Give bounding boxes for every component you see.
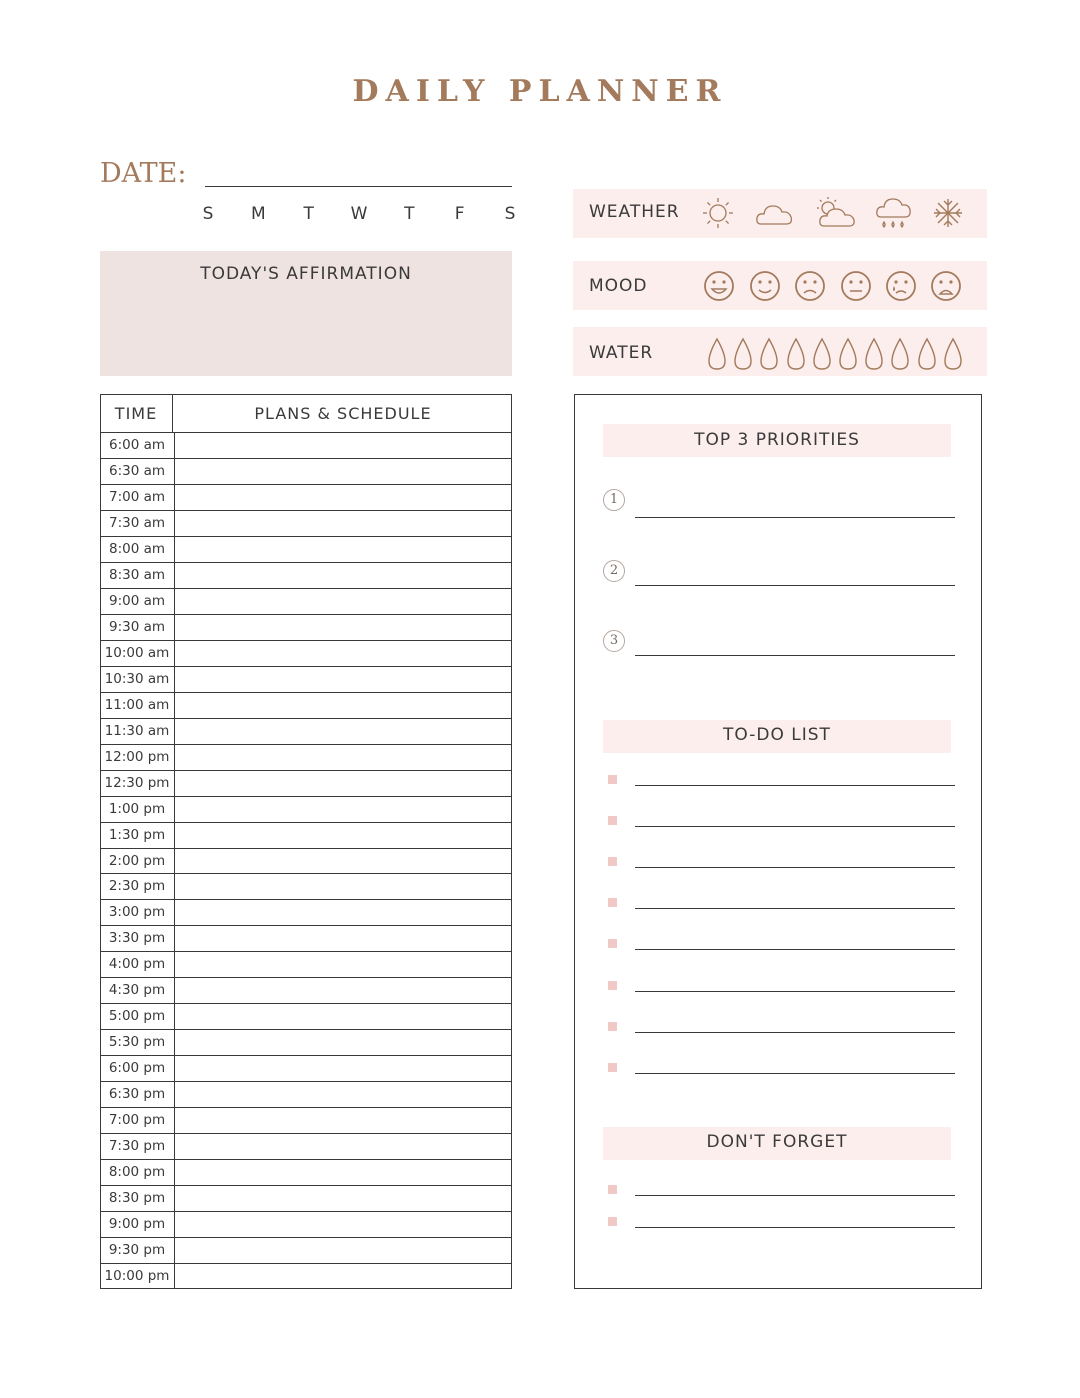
weekday-wednesday[interactable]: W <box>350 204 368 224</box>
schedule-plan-cell[interactable] <box>176 642 510 665</box>
schedule-plan-cell[interactable] <box>176 1109 510 1132</box>
schedule-time-label: 9:30 pm <box>108 1242 166 1259</box>
schedule-plan-cell[interactable] <box>176 875 510 898</box>
todo-item-checkbox[interactable] <box>608 981 617 990</box>
dont-forget-item-checkbox[interactable] <box>608 1185 617 1194</box>
schedule-row-line <box>100 873 512 874</box>
schedule-row-line <box>100 822 512 823</box>
schedule-time-label: 4:00 pm <box>108 956 166 973</box>
schedule-plan-cell[interactable] <box>176 486 510 509</box>
schedule-time-label: 10:30 am <box>104 670 170 687</box>
weather-label: WEATHER <box>589 202 680 222</box>
todo-item-line[interactable] <box>635 785 955 786</box>
schedule-time-label: 6:00 pm <box>108 1060 166 1077</box>
todo-item-line[interactable] <box>635 867 955 868</box>
schedule-time-label: 7:30 am <box>108 514 166 531</box>
schedule-plan-cell[interactable] <box>176 694 510 717</box>
weekday-monday[interactable]: M <box>250 204 266 224</box>
schedule-row-line <box>100 744 512 745</box>
partly-cloudy-icon[interactable] <box>814 196 858 230</box>
schedule-time-label: 6:30 pm <box>108 1086 166 1103</box>
schedule-row-line <box>100 1211 512 1212</box>
schedule-row-line <box>100 951 512 952</box>
smiling-face-icon[interactable] <box>749 270 781 302</box>
water-drop-icon[interactable] <box>811 337 833 371</box>
priorities-title: TOP 3 PRIORITIES <box>694 430 860 450</box>
schedule-plan-cell[interactable] <box>176 720 510 743</box>
schedule-row-line <box>100 1159 512 1160</box>
priority-number-1: 1 <box>603 489 625 511</box>
schedule-time-label: 3:30 pm <box>108 930 166 947</box>
schedule-column-divider <box>174 432 175 1289</box>
schedule-time-label: 2:00 pm <box>108 852 166 869</box>
schedule-plan-cell[interactable] <box>176 1161 510 1184</box>
dont-forget-item-line[interactable] <box>635 1227 955 1228</box>
schedule-row-line <box>100 666 512 667</box>
priority-number-3: 3 <box>603 630 625 652</box>
schedule-time-label: 11:00 am <box>104 696 170 713</box>
schedule-plan-cell[interactable] <box>176 1135 510 1158</box>
schedule-time-label: 9:00 pm <box>108 1216 166 1233</box>
schedule-plan-cell[interactable] <box>176 1187 510 1210</box>
schedule-time-label: 1:30 pm <box>108 826 166 843</box>
schedule-plan-cell[interactable] <box>176 927 510 950</box>
schedule-time-label: 7:30 pm <box>108 1138 166 1155</box>
schedule-time-label: 8:00 pm <box>108 1164 166 1181</box>
page-title: DAILY PLANNER <box>352 74 728 109</box>
schedule-plan-cell[interactable] <box>176 746 510 769</box>
todo-item-line[interactable] <box>635 1073 955 1074</box>
water-label: WATER <box>589 343 654 363</box>
schedule-time-label: 10:00 pm <box>104 1268 170 1285</box>
schedule-time-label: 2:30 pm <box>108 878 166 895</box>
schedule-row-line <box>100 848 512 849</box>
schedule-time-label: 5:00 pm <box>108 1008 166 1025</box>
weekday-sunday[interactable]: S <box>202 204 214 224</box>
crying-face-icon[interactable] <box>885 270 917 302</box>
plans-column-header: PLANS & SCHEDULE <box>254 404 432 423</box>
schedule-time-label: 8:00 am <box>108 540 166 557</box>
schedule-row-line <box>100 899 512 900</box>
weekday-thursday[interactable]: T <box>404 204 415 224</box>
schedule-row-line <box>100 458 512 459</box>
schedule-plan-cell[interactable] <box>176 1213 510 1236</box>
water-drop-icon[interactable] <box>863 337 885 371</box>
priority-line-2[interactable] <box>635 585 955 586</box>
todo-item-line[interactable] <box>635 1032 955 1033</box>
priority-line-1[interactable] <box>635 517 955 518</box>
schedule-row-line <box>100 796 512 797</box>
schedule-row-line <box>100 562 512 563</box>
schedule-plan-cell[interactable] <box>176 434 510 457</box>
schedule-plan-cell[interactable] <box>176 772 510 795</box>
time-column-header: TIME <box>114 404 158 423</box>
schedule-row-line <box>100 614 512 615</box>
weekday-tuesday[interactable]: T <box>303 204 314 224</box>
schedule-row-line <box>100 484 512 485</box>
mood-label: MOOD <box>589 276 648 296</box>
schedule-row-line <box>100 1055 512 1056</box>
todo-item-line[interactable] <box>635 991 955 992</box>
cloud-icon[interactable] <box>755 199 795 229</box>
schedule-plan-cell[interactable] <box>176 979 510 1002</box>
schedule-plan-cell[interactable] <box>176 1005 510 1028</box>
todo-item-line[interactable] <box>635 949 955 950</box>
schedule-row-line <box>100 1133 512 1134</box>
schedule-row-line <box>100 977 512 978</box>
rain-icon[interactable] <box>875 196 913 232</box>
snowflake-icon[interactable] <box>932 197 964 229</box>
schedule-row-line <box>100 718 512 719</box>
laughing-face-icon[interactable] <box>703 270 735 302</box>
todo-item-checkbox[interactable] <box>608 857 617 866</box>
schedule-plan-cell[interactable] <box>176 1031 510 1054</box>
dont-forget-title: DON'T FORGET <box>706 1132 848 1152</box>
schedule-time-label: 10:00 am <box>104 644 170 661</box>
weekday-friday[interactable]: F <box>454 204 465 224</box>
schedule-time-label: 8:30 am <box>108 566 166 583</box>
sad-face-icon[interactable] <box>794 270 826 302</box>
dont-forget-item-line[interactable] <box>635 1195 955 1196</box>
dont-forget-item-checkbox[interactable] <box>608 1217 617 1226</box>
schedule-row-line <box>100 510 512 511</box>
schedule-time-label: 1:00 pm <box>108 800 166 817</box>
schedule-plan-cell[interactable] <box>176 1083 510 1106</box>
todo-item-line[interactable] <box>635 908 955 909</box>
water-drop-icon[interactable] <box>785 337 807 371</box>
neutral-face-icon[interactable] <box>840 270 872 302</box>
schedule-row-line <box>100 432 512 433</box>
schedule-plan-cell[interactable] <box>176 590 510 613</box>
schedule-row-line <box>100 1003 512 1004</box>
schedule-plan-cell[interactable] <box>176 538 510 561</box>
schedule-plan-cell[interactable] <box>176 850 510 873</box>
schedule-time-label: 5:30 pm <box>108 1034 166 1051</box>
schedule-plan-cell[interactable] <box>176 460 510 483</box>
schedule-row-line <box>100 1081 512 1082</box>
schedule-time-label: 7:00 pm <box>108 1112 166 1129</box>
schedule-plan-cell[interactable] <box>176 668 510 691</box>
schedule-time-label: 7:00 am <box>108 488 166 505</box>
schedule-row-line <box>100 925 512 926</box>
schedule-row-line <box>100 1029 512 1030</box>
schedule-time-label: 9:30 am <box>108 618 166 635</box>
water-drop-icon[interactable] <box>837 337 859 371</box>
water-drop-icon[interactable] <box>758 337 780 371</box>
schedule-time-label: 3:00 pm <box>108 904 166 921</box>
weekday-saturday[interactable]: S <box>504 204 516 224</box>
schedule-row-line <box>100 770 512 771</box>
todo-item-checkbox[interactable] <box>608 1022 617 1031</box>
schedule-time-label: 6:00 am <box>108 437 166 453</box>
schedule-plan-cell[interactable] <box>176 1265 510 1288</box>
schedule-plan-cell[interactable] <box>176 824 510 847</box>
schedule-row-line <box>100 536 512 537</box>
schedule-row-line <box>100 588 512 589</box>
schedule-row-line <box>100 692 512 693</box>
schedule-time-label: 12:30 pm <box>104 774 170 791</box>
schedule-time-label: 6:30 am <box>108 462 166 479</box>
schedule-plan-cell[interactable] <box>176 798 510 821</box>
schedule-time-label: 12:00 pm <box>104 748 170 765</box>
sun-icon[interactable] <box>701 196 735 230</box>
todo-title: TO-DO LIST <box>723 725 831 745</box>
schedule-row-line <box>100 640 512 641</box>
schedule-plan-cell[interactable] <box>176 953 510 976</box>
todo-item-checkbox[interactable] <box>608 898 617 907</box>
todo-item-checkbox[interactable] <box>608 939 617 948</box>
water-drop-icon[interactable] <box>706 337 728 371</box>
weekday-selector <box>196 204 522 224</box>
schedule-plan-cell[interactable] <box>176 901 510 924</box>
schedule-time-label: 4:30 pm <box>108 982 166 999</box>
schedule-header-divider <box>172 394 173 432</box>
water-drop-icon[interactable] <box>942 337 964 371</box>
water-drop-icon[interactable] <box>889 337 911 371</box>
schedule-time-label: 9:00 am <box>108 592 166 609</box>
schedule-row-line <box>100 1263 512 1264</box>
todo-item-checkbox[interactable] <box>608 775 617 784</box>
schedule-row-line <box>100 1107 512 1108</box>
schedule-row-line <box>100 1237 512 1238</box>
affirmation-title: TODAY'S AFFIRMATION <box>200 264 412 284</box>
upset-face-icon[interactable] <box>930 270 962 302</box>
schedule-time-label: 11:30 am <box>104 722 170 739</box>
todo-item-checkbox[interactable] <box>608 1063 617 1072</box>
priority-line-3[interactable] <box>635 655 955 656</box>
schedule-plan-cell[interactable] <box>176 1057 510 1080</box>
schedule-time-label: 8:30 pm <box>108 1190 166 1207</box>
priority-number-2: 2 <box>603 560 625 582</box>
schedule-plan-cell[interactable] <box>176 1239 510 1262</box>
todo-item-checkbox[interactable] <box>608 816 617 825</box>
schedule-plan-cell[interactable] <box>176 512 510 535</box>
water-drop-icon[interactable] <box>732 337 754 371</box>
schedule-plan-cell[interactable] <box>176 616 510 639</box>
todo-item-line[interactable] <box>635 826 955 827</box>
schedule-plan-cell[interactable] <box>176 564 510 587</box>
schedule-row-line <box>100 1185 512 1186</box>
date-input-line[interactable] <box>205 186 512 187</box>
water-drop-icon[interactable] <box>916 337 938 371</box>
date-label: DATE: <box>100 158 187 189</box>
